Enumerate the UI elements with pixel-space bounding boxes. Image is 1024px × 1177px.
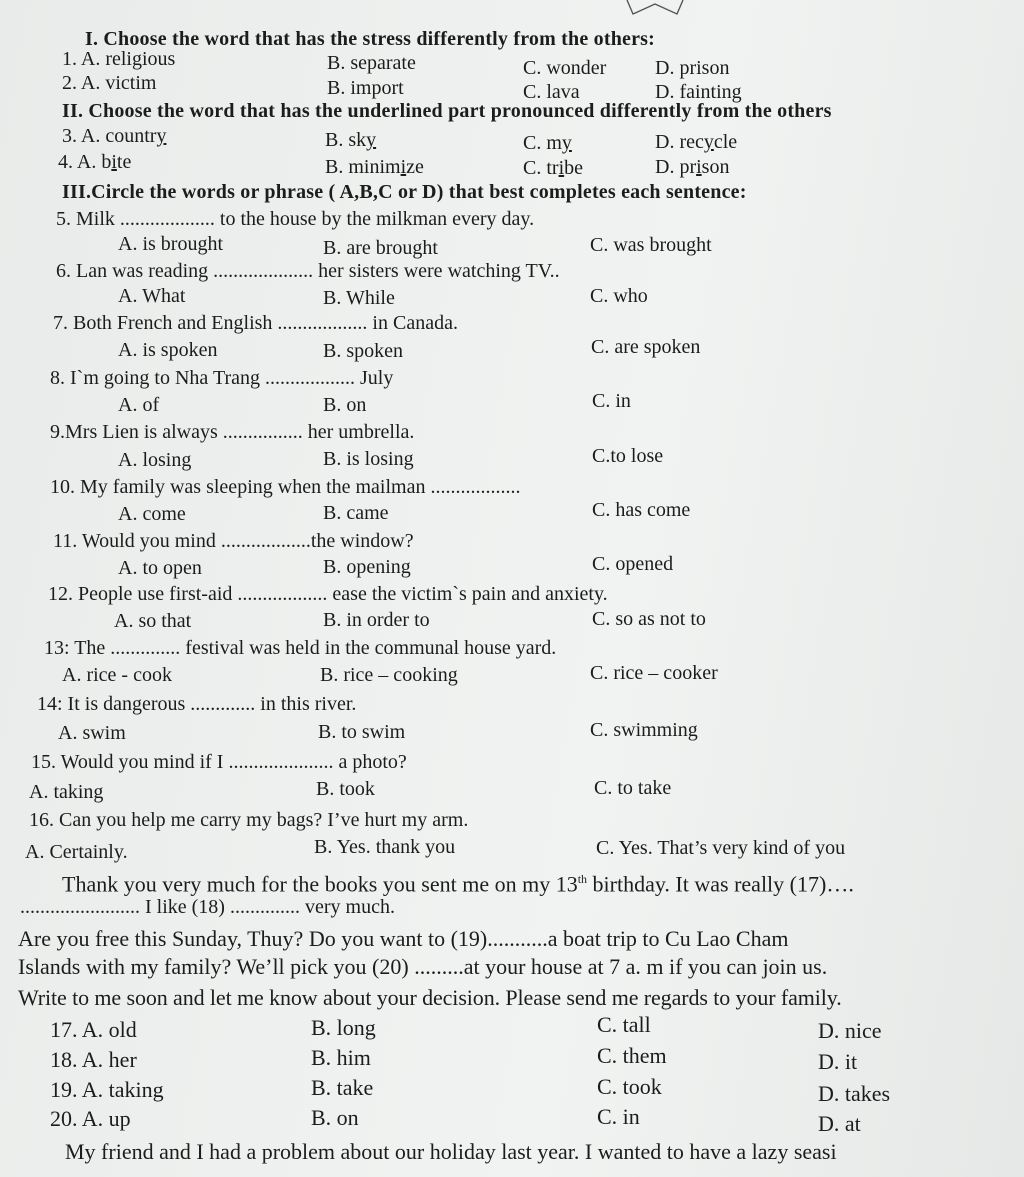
passage-line-3: Are you free this Sunday, Thuy? Do you want to (19)...........a boat trip to Cu Lao Cham bbox=[18, 926, 789, 951]
q20-option-a: 20. A. up bbox=[50, 1106, 131, 1131]
q3-option-b: B. sky bbox=[325, 129, 377, 151]
q10-option-a: A. come bbox=[118, 503, 186, 525]
passage-line-4: Islands with my family? We’ll pick you (20) .........at your house at 7 a. m if you can join us. bbox=[18, 954, 828, 979]
q20-option-b: B. on bbox=[311, 1105, 359, 1130]
q6-option-c: C. who bbox=[590, 285, 648, 307]
q7-option-a: A. is spoken bbox=[118, 339, 218, 361]
q1-option-c: C. wonder bbox=[523, 57, 607, 79]
q13-stem: 13: The .............. festival was held in the communal house yard. bbox=[44, 637, 557, 659]
q16-option-a: A. Certainly. bbox=[25, 841, 128, 863]
q9-stem: 9.Mrs Lien is always ................ her umbrella. bbox=[50, 421, 415, 443]
q13-option-a: A. rice - cook bbox=[62, 664, 172, 686]
q13-option-c: C. rice – cooker bbox=[590, 662, 718, 684]
q20-option-c: C. in bbox=[597, 1104, 640, 1129]
q8-option-a: A. of bbox=[118, 394, 160, 416]
q5-option-c: C. was brought bbox=[590, 234, 712, 256]
q15-option-c: C. to take bbox=[594, 777, 672, 799]
q10-option-c: C. has come bbox=[592, 499, 691, 521]
q14-stem: 14: It is dangerous ............. in this river. bbox=[37, 693, 357, 715]
q14-option-a: A. swim bbox=[58, 722, 126, 744]
q9-option-a: A. losing bbox=[118, 449, 192, 471]
q17-option-c: C. tall bbox=[597, 1012, 651, 1037]
q2-option-d: D. fainting bbox=[655, 81, 742, 103]
q4-option-c: C. tribe bbox=[523, 157, 584, 179]
q6-option-a: A. What bbox=[118, 285, 186, 307]
q16-stem: 16. Can you help me carry my bags? I’ve hurt my arm. bbox=[29, 809, 469, 831]
q16-option-c: C. Yes. That’s very kind of you bbox=[596, 837, 846, 859]
q8-option-c: C. in bbox=[592, 390, 631, 412]
q8-option-b: B. on bbox=[323, 394, 367, 416]
q18-option-c: C. them bbox=[597, 1043, 667, 1068]
q19-option-c: C. took bbox=[597, 1074, 662, 1099]
q10-option-b: B. came bbox=[323, 502, 389, 524]
section-1-heading: I. Choose the word that has the stress differently from the others: bbox=[85, 28, 656, 50]
q2-option-a: 2. A. victim bbox=[62, 72, 157, 94]
passage-line-2: ........................ I like (18) .............. very much. bbox=[20, 896, 395, 918]
q18-option-a: 18. A. her bbox=[50, 1047, 137, 1072]
q5-stem: 5. Milk ................... to the house by the milkman every day. bbox=[56, 208, 535, 230]
q9-option-b: B. is losing bbox=[323, 448, 414, 470]
q15-option-a: A. taking bbox=[29, 781, 104, 803]
q14-option-c: C. swimming bbox=[590, 719, 698, 741]
q3-option-c: C. my bbox=[523, 132, 572, 154]
q17-option-b: B. long bbox=[311, 1015, 376, 1040]
q4-option-a: 4. A. bite bbox=[58, 151, 132, 173]
q18-option-d: D. it bbox=[818, 1049, 858, 1074]
q7-option-c: C. are spoken bbox=[591, 336, 701, 358]
q13-option-b: B. rice – cooking bbox=[320, 664, 458, 686]
q4-option-d: D. prison bbox=[655, 156, 730, 178]
passage-line-1: Thank you very much for the books you sent me on my 13th birthday. It was really (17)…. bbox=[62, 871, 854, 897]
q12-option-c: C. so as not to bbox=[592, 608, 706, 630]
q18-option-b: B. him bbox=[311, 1045, 371, 1070]
passage-line-5: Write to me soon and let me know about your decision. Please send me regards to your family. bbox=[18, 985, 842, 1010]
q15-option-b: B. took bbox=[316, 778, 375, 800]
q1-option-d: D. prison bbox=[655, 57, 730, 79]
q11-stem: 11. Would you mind ..................the window? bbox=[53, 530, 414, 552]
q17-option-d: D. nice bbox=[818, 1018, 882, 1043]
q12-option-a: A. so that bbox=[114, 610, 192, 632]
q16-option-b: B. Yes. thank you bbox=[314, 836, 456, 858]
q5-option-a: A. is brought bbox=[118, 233, 223, 255]
q17-option-a: 17. A. old bbox=[50, 1017, 137, 1042]
q7-option-b: B. spoken bbox=[323, 340, 403, 362]
section-3-heading: III.Circle the words or phrase ( A,B,C or D) that best completes each sentence: bbox=[62, 181, 747, 203]
q15-stem: 15. Would you mind if I ..................... a photo? bbox=[31, 751, 407, 773]
q9-option-c: C.to lose bbox=[592, 445, 664, 467]
q12-option-b: B. in order to bbox=[323, 609, 430, 631]
q11-option-a: A. to open bbox=[118, 557, 202, 579]
q20-option-d: D. at bbox=[818, 1111, 861, 1136]
q1-option-a: 1. A. religious bbox=[62, 48, 176, 70]
q1-option-b: B. separate bbox=[327, 52, 416, 74]
next-passage-line: My friend and I had a problem about our holiday last year. I wanted to have a lazy seasi bbox=[65, 1139, 837, 1164]
q7-stem: 7. Both French and English .................. in Canada. bbox=[53, 312, 458, 334]
q19-option-d: D. takes bbox=[818, 1081, 891, 1106]
q3-option-d: D. recycle bbox=[655, 131, 738, 153]
q12-stem: 12. People use first-aid .................. ease the victim`s pain and anxiety. bbox=[48, 583, 608, 605]
q11-option-c: C. opened bbox=[592, 553, 674, 575]
q6-option-b: B. While bbox=[323, 287, 395, 309]
q11-option-b: B. opening bbox=[323, 556, 411, 578]
q4-option-b: B. minimize bbox=[325, 156, 424, 178]
q19-option-b: B. take bbox=[311, 1075, 374, 1100]
q6-stem: 6. Lan was reading .................... her sisters were watching TV.. bbox=[56, 260, 560, 282]
q19-option-a: 19. A. taking bbox=[50, 1077, 164, 1102]
q3-option-a: 3. A. country bbox=[62, 125, 167, 147]
q10-stem: 10. My family was sleeping when the mailman .................. bbox=[50, 476, 521, 498]
q2-option-b: B. import bbox=[327, 77, 404, 99]
q5-option-b: B. are brought bbox=[323, 237, 438, 259]
star-mark-icon bbox=[625, 0, 685, 18]
q2-option-c: C. lava bbox=[523, 81, 580, 103]
q8-stem: 8. I`m going to Nha Trang .................. July bbox=[50, 367, 394, 389]
q14-option-b: B. to swim bbox=[318, 721, 406, 743]
section-2-heading: II. Choose the word that has the underlined part pronounced differently from the others bbox=[62, 100, 832, 122]
